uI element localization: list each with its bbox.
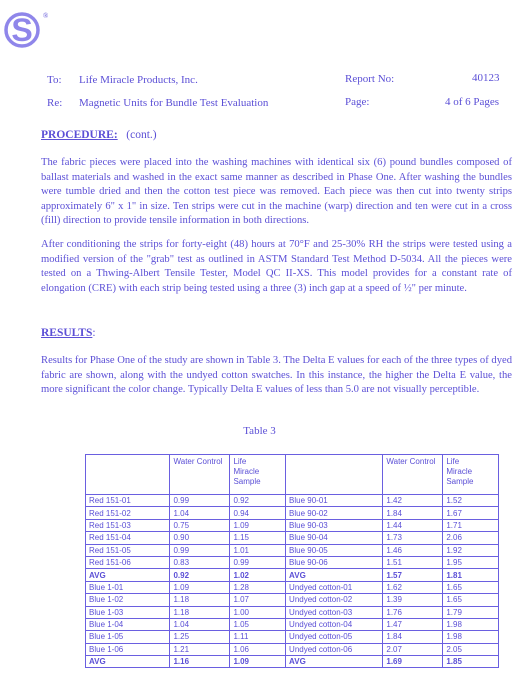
life-miracle-cell: 1.02 [230,569,286,581]
report-value: 40123 [472,72,500,84]
header-life-line-3: Sample [446,477,474,486]
water-control-cell: 1.73 [383,532,443,544]
sample-name-cell: Undyed cotton-05 [286,631,383,643]
header-water-control: Water Control [170,455,230,495]
life-miracle-cell: 2.05 [443,643,499,655]
water-control-cell: 0.90 [170,532,230,544]
life-miracle-cell: 1.28 [230,581,286,593]
sample-name-cell: Blue 90-02 [286,507,383,519]
logo-letter: S [11,12,33,48]
header-life-line-2: Miracle [446,467,473,476]
to-label: To: [47,74,62,86]
life-miracle-cell: 1.01 [230,544,286,556]
water-control-cell: 1.76 [383,606,443,618]
life-miracle-cell: 1.52 [443,495,499,507]
results-table [85,454,499,668]
water-control-cell: 1.57 [383,569,443,581]
table-row [86,581,499,593]
sample-name-cell: AVG [286,656,383,668]
water-control-cell: 1.18 [170,606,230,618]
results-colon: : [92,327,96,339]
procedure-heading [41,129,157,141]
sample-name-cell: Blue 90-01 [286,495,383,507]
sample-name-cell: Blue 1-03 [86,606,170,618]
life-miracle-cell: 1.05 [230,618,286,630]
sample-name-cell: Blue 90-06 [286,556,383,568]
water-control-cell: 1.84 [383,631,443,643]
water-control-cell: 1.62 [383,581,443,593]
header-life-line-1: Life [233,457,247,466]
company-logo [4,8,40,52]
water-control-cell: 1.16 [170,656,230,668]
sample-name-cell: Undyed cotton-03 [286,606,383,618]
water-control-cell: 0.99 [170,544,230,556]
header-life-line-1: Life [446,457,460,466]
life-miracle-cell: 1.95 [443,556,499,568]
table-row [86,507,499,519]
life-miracle-cell: 1.98 [443,618,499,630]
water-control-cell: 1.44 [383,519,443,531]
water-control-cell: 0.83 [170,556,230,568]
water-control-cell: 1.21 [170,643,230,655]
life-miracle-cell: 1.65 [443,594,499,606]
table-row [86,544,499,556]
table-row [86,643,499,655]
water-control-cell: 1.09 [170,581,230,593]
life-miracle-cell: 1.11 [230,631,286,643]
table-title: Table 3 [243,425,276,437]
report-label: Report No: [345,73,395,85]
life-miracle-cell: 1.92 [443,544,499,556]
procedure-paragraph-2: After conditioning the strips for forty-eight (48) hours at 70°F and 25-30% RH the strips were tested using a modified version of the "grab" test as outlined in ASTM Standard Test Method D-5034. All the pieces were tested on a Thwing-Albert Tensile Tester, Model QC II-XS. This model provides for a constant rate of elongation (CRE) with each strip being tested using a three (3) inch gap at a speed of ½" per minute. [41,239,512,294]
life-miracle-cell: 1.79 [443,606,499,618]
life-miracle-cell: 1.98 [443,631,499,643]
sample-name-cell: Undyed cotton-04 [286,618,383,630]
water-control-cell: 1.46 [383,544,443,556]
water-control-cell: 2.07 [383,643,443,655]
life-miracle-cell: 2.06 [443,532,499,544]
life-miracle-cell: 1.00 [230,606,286,618]
results-heading [41,327,96,339]
water-control-cell: 1.04 [170,618,230,630]
life-miracle-cell: 1.06 [230,643,286,655]
water-control-cell: 0.92 [170,569,230,581]
life-miracle-cell: 1.81 [443,569,499,581]
water-control-cell: 1.25 [170,631,230,643]
results-paragraph: Results for Phase One of the study are shown in Table 3. The Delta E values for each of the three types of dyed fabric are shown, along with the undyed cotton swatches. In this instance, the higher the Delta E value, the more significant the color change. Typically Delta E values of less than 5.0 are not visually perceptible. [41,355,512,396]
table-row [86,618,499,630]
sample-name-cell: Blue 1-04 [86,618,170,630]
header-life-line-3: Sample [233,477,261,486]
water-control-cell: 1.39 [383,594,443,606]
life-miracle-cell: 1.07 [230,594,286,606]
sample-name-cell: Red 151-05 [86,544,170,556]
water-control-cell: 1.69 [383,656,443,668]
header-life-miracle-sample [230,455,286,495]
table-row [86,556,499,568]
life-miracle-cell: 0.99 [230,556,286,568]
water-control-cell: 0.99 [170,495,230,507]
life-miracle-cell: 0.92 [230,495,286,507]
header-life-line-2: Miracle [233,467,260,476]
sample-name-cell: Red 151-01 [86,495,170,507]
sample-name-cell: Blue 90-05 [286,544,383,556]
sample-name-cell: Blue 1-06 [86,643,170,655]
table-row [86,495,499,507]
procedure-cont: (cont.) [126,129,157,141]
water-control-cell: 1.04 [170,507,230,519]
water-control-cell: 1.18 [170,594,230,606]
table-body [86,495,499,668]
water-control-cell: 1.51 [383,556,443,568]
life-miracle-cell: 0.94 [230,507,286,519]
life-miracle-cell: 1.65 [443,581,499,593]
sample-name-cell: AVG [286,569,383,581]
page-label: Page: [345,96,370,108]
sample-name-cell: AVG [86,569,170,581]
table-row [86,532,499,544]
sample-name-cell: Red 151-03 [86,519,170,531]
sample-name-cell: Blue 1-02 [86,594,170,606]
sample-name-cell: Red 151-06 [86,556,170,568]
life-miracle-cell: 1.67 [443,507,499,519]
table-row-avg [86,656,499,668]
sample-name-cell: Undyed cotton-02 [286,594,383,606]
life-miracle-cell: 1.85 [443,656,499,668]
table-row [86,631,499,643]
results-title: RESULTS [41,327,93,339]
re-value: Magnetic Units for Bundle Test Evaluation [79,97,269,109]
procedure-paragraph-1: The fabric pieces were placed into the washing machines with identical six (6) pound bundles composed of ballast materials and washed in the exact same manner as described in Phase One. After washing the bundles were tumble dried and then the cotton test piece was removed. Each piece was then cut into twenty strips approximately 6" x 1" in size. Ten strips were cut in the machine (warp) direction and ten were cut in a cross (fill) direction to provide tensile information in both directions. [41,157,512,227]
sample-name-cell: Red 151-02 [86,507,170,519]
re-label: Re: [47,97,63,109]
table-row [86,594,499,606]
table-row-avg [86,569,499,581]
procedure-title: PROCEDURE: [41,129,118,141]
header-empty-cell [86,455,170,495]
sample-name-cell: Blue 90-04 [286,532,383,544]
life-miracle-cell: 1.09 [230,656,286,668]
water-control-cell: 0.75 [170,519,230,531]
water-control-cell: 1.42 [383,495,443,507]
registered-mark: ® [43,12,49,20]
sample-name-cell: AVG [86,656,170,668]
sample-name-cell: Red 151-04 [86,532,170,544]
table-row [86,606,499,618]
water-control-cell: 1.84 [383,507,443,519]
table-row [86,519,499,531]
sample-name-cell: Undyed cotton-06 [286,643,383,655]
life-miracle-cell: 1.15 [230,532,286,544]
life-miracle-cell: 1.09 [230,519,286,531]
to-value: Life Miracle Products, Inc. [79,74,198,86]
sample-name-cell: Blue 1-05 [86,631,170,643]
header-water-control: Water Control [383,455,443,495]
page-value: 4 of 6 Pages [445,96,500,108]
table-header-row [86,455,499,495]
header-empty-cell [286,455,383,495]
sample-name-cell: Undyed cotton-01 [286,581,383,593]
life-miracle-cell: 1.71 [443,519,499,531]
header-life-miracle-sample [443,455,499,495]
water-control-cell: 1.47 [383,618,443,630]
sample-name-cell: Blue 90-03 [286,519,383,531]
sample-name-cell: Blue 1-01 [86,581,170,593]
